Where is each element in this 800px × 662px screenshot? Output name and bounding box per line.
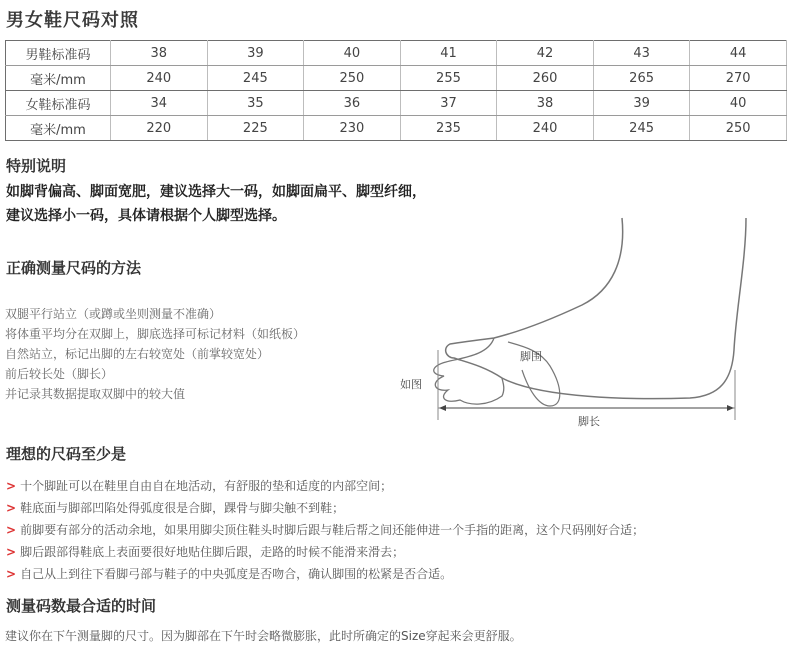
arrow-head-left xyxy=(439,405,446,411)
table-cell: 40 xyxy=(690,91,787,116)
table-cell: 36 xyxy=(304,91,401,116)
list-item: > 十个脚趾可以在鞋里自由自在地活动，有舒服的垫和适度的内部空间； xyxy=(6,479,393,493)
method-step: 前后较长处（脚长） xyxy=(5,367,114,381)
table-row xyxy=(6,91,787,116)
table-cell: 240 xyxy=(497,116,594,141)
bullet-arrow-icon: > xyxy=(6,567,17,581)
arrow-head-right xyxy=(727,405,734,411)
table-cell: 41 xyxy=(400,41,497,66)
table-cell: 男鞋标准码 xyxy=(6,41,111,66)
table-cell: 245 xyxy=(593,116,690,141)
table-cell: 毫米/mm xyxy=(6,66,111,91)
table-cell: 37 xyxy=(400,91,497,116)
table-cell: 44 xyxy=(690,41,787,66)
table-cell: 265 xyxy=(593,66,690,91)
table-cell: 35 xyxy=(207,91,304,116)
method-step: 并记录其数据提取双脚中的较大值 xyxy=(5,387,186,401)
length-label: 脚长 xyxy=(578,415,600,428)
table-cell: 245 xyxy=(207,66,304,91)
table-cell: 女鞋标准码 xyxy=(6,91,111,116)
size-table xyxy=(5,40,787,141)
table-cell: 230 xyxy=(304,116,401,141)
foot-measure-diagram xyxy=(390,210,770,435)
girth-label: 脚围 xyxy=(520,350,542,363)
table-cell: 38 xyxy=(111,41,208,66)
list-item: > 鞋底面与脚部凹陷处得弧度很是合脚，踝骨与脚尖触不到鞋； xyxy=(6,501,345,515)
list-item: > 前脚要有部分的活动余地，如果用脚尖顶住鞋头时脚后跟与鞋后帮之间还能伸进一个手指的距离，这个尺码刚好合适； xyxy=(6,523,645,537)
table-cell: 225 xyxy=(207,116,304,141)
table-cell: 260 xyxy=(497,66,594,91)
special-line: 如脚背偏高、脚面宽肥，建议选择大一码，如脚面扁平、脚型纤细， xyxy=(6,184,426,200)
table-cell: 255 xyxy=(400,66,497,91)
table-row xyxy=(6,116,787,141)
ideal-list xyxy=(6,475,644,585)
table-cell: 220 xyxy=(111,116,208,141)
method-steps xyxy=(5,304,305,404)
table-cell: 42 xyxy=(497,41,594,66)
table-cell: 毫米/mm xyxy=(6,116,111,141)
example-label: 如图 xyxy=(400,378,422,391)
table-cell: 40 xyxy=(304,41,401,66)
timing-heading: 测量码数最合适的时间 xyxy=(6,597,157,615)
table-cell: 270 xyxy=(690,66,787,91)
table-cell: 34 xyxy=(111,91,208,116)
timing-text: 建议你在下午测量脚的尺寸。因为脚部在下午时会略微膨胀，此时所确定的Size穿起来会更舒服。 xyxy=(5,629,522,643)
special-line: 建议选择小一码，具体请根据个人脚型选择。 xyxy=(6,208,286,224)
special-heading: 特别说明 xyxy=(6,157,67,175)
table-cell: 39 xyxy=(593,91,690,116)
table-cell: 43 xyxy=(593,41,690,66)
bullet-arrow-icon: > xyxy=(6,523,17,537)
table-cell: 235 xyxy=(400,116,497,141)
page-title: 男女鞋尺码对照 xyxy=(6,10,139,31)
bullet-arrow-icon: > xyxy=(6,501,17,515)
method-step: 将体重平均分在双脚上，脚底选择可标记材料（如纸板） xyxy=(5,327,306,341)
bullet-arrow-icon: > xyxy=(6,479,17,493)
method-heading: 正确测量尺码的方法 xyxy=(6,259,142,277)
table-cell: 39 xyxy=(207,41,304,66)
method-step: 双腿平行站立（或蹲或坐则测量不准确） xyxy=(5,307,222,321)
foot-outline xyxy=(446,218,746,399)
bullet-arrow-icon: > xyxy=(6,545,17,559)
table-cell: 240 xyxy=(111,66,208,91)
list-item: > 自己从上到往下看脚弓部与鞋子的中央弧度是否吻合，确认脚围的松紧是否合适。 xyxy=(6,567,453,581)
list-item: > 脚后跟部得鞋底上表面要很好地贴住脚后跟，走路的时候不能滑来滑去； xyxy=(6,545,405,559)
table-cell: 38 xyxy=(497,91,594,116)
special-note xyxy=(6,180,426,228)
table-row xyxy=(6,66,787,91)
table-row xyxy=(6,41,787,66)
method-step: 自然站立，标记出脚的左右较宽处（前掌较宽处） xyxy=(5,347,270,361)
foot-toes xyxy=(434,338,504,404)
table-cell: 250 xyxy=(690,116,787,141)
ideal-heading: 理想的尺码至少是 xyxy=(6,445,127,463)
table-cell: 250 xyxy=(304,66,401,91)
